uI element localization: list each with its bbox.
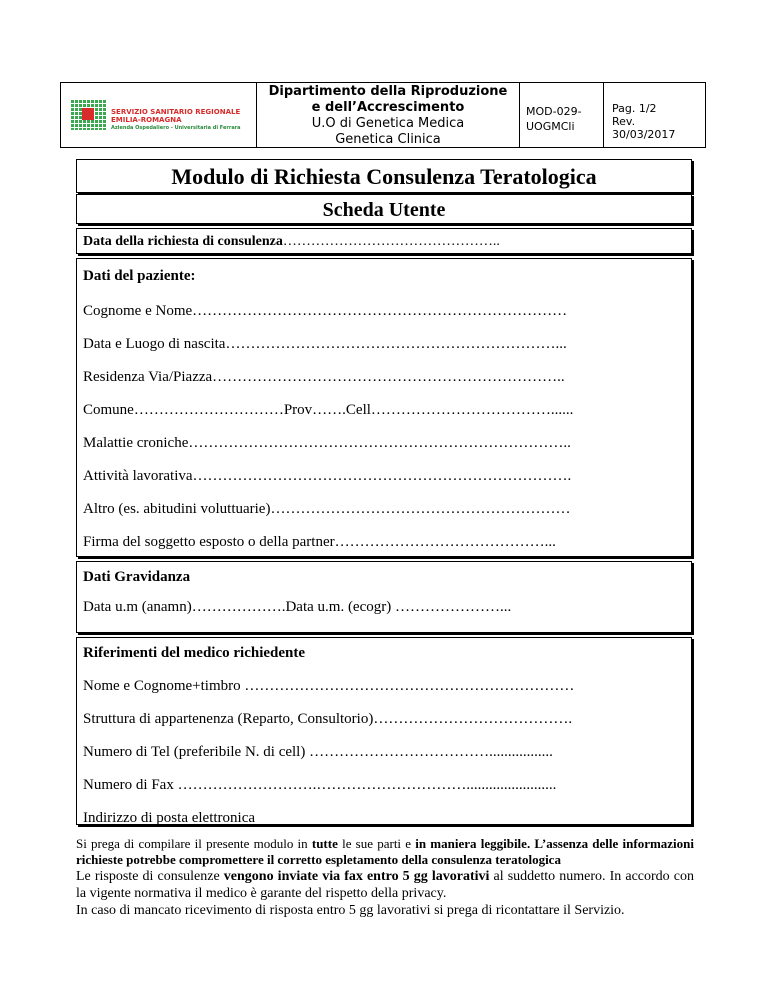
logo-subtext: Azienda Ospedaliero - Universitaria di Ferrara xyxy=(111,125,241,131)
doctor-heading: Riferimenti del medico richiedente xyxy=(83,645,306,661)
department-cell: Dipartimento della Riproduzione e dell’Accrescimento U.O di Genetica Medica Genetica Clinica xyxy=(257,83,520,147)
pregnancy-heading: Dati Gravidanza xyxy=(83,569,191,585)
patient-heading: Dati del paziente: xyxy=(83,268,196,284)
form-title: Modulo di Richiesta Consulenza Teratologica xyxy=(76,159,692,193)
footer-note-1: Si prega di compilare il presente modulo in tutte le sue parti e in maniera leggibile. L’assenza delle informazioni richieste potrebbe compromettere il corretto espletamento della consulenza teratologica xyxy=(76,836,695,867)
document-code: MOD-029- UOGMCli xyxy=(520,83,604,147)
field-malattie-croniche[interactable]: Malattie croniche………………………………………………………………….. xyxy=(83,435,571,451)
field-residenza[interactable]: Residenza Via/Piazza…………………………………………………………….. xyxy=(83,369,565,385)
request-date-dots: ……………………………………….. xyxy=(282,234,500,249)
field-comune-prov-cell[interactable]: Comune…………………………Prov…….Cell………………………………...... xyxy=(83,402,574,418)
logo-cell xyxy=(61,83,257,147)
field-data-luogo-nascita[interactable]: Data e Luogo di nascita…………………………………………………………... xyxy=(83,336,567,352)
doctor-section xyxy=(76,637,692,825)
request-date-field[interactable] xyxy=(76,228,692,254)
page-revision: Pag. 1/2 Rev. 30/03/2017 xyxy=(612,102,676,141)
field-firma[interactable]: Firma del soggetto esposto o della partner……………………………………... xyxy=(83,534,556,550)
field-numero-tel[interactable]: Numero di Tel (preferibile N. di cell) ………………………………................. xyxy=(83,744,553,760)
form-subtitle: Scheda Utente xyxy=(76,194,692,224)
field-altro[interactable]: Altro (es. abitudini voluttuarie)…………………………………………………… xyxy=(83,501,571,517)
footer-note-2: Le risposte di consulenze vengono inviate via fax entro 5 gg lavorativi al suddetto numero. In accordo con la vigente normativa il medico è garante del rispetto della privacy. xyxy=(76,869,694,901)
field-data-um[interactable]: Data u.m (anamn)……………….Data u.m. (ecogr) …………………... xyxy=(83,599,512,615)
request-date-label: Data della richiesta di consulenza xyxy=(83,234,283,249)
field-attivita-lavorativa[interactable]: Attività lavorativa…………………………………………………………………. xyxy=(83,468,572,484)
document-header xyxy=(60,82,706,148)
logo-icon xyxy=(70,100,106,130)
field-email[interactable]: Indirizzo di posta elettronica xyxy=(83,810,256,826)
field-struttura[interactable]: Struttura di appartenenza (Reparto, Consultorio)…………………………………. xyxy=(83,711,573,727)
field-numero-fax[interactable]: Numero di Fax ……………………….…………………………........................ xyxy=(83,777,557,793)
patient-section xyxy=(76,258,692,557)
pregnancy-section xyxy=(76,561,692,633)
field-nome-cognome-timbro[interactable]: Nome e Cognome+timbro ………………………………………………………… xyxy=(83,678,575,694)
logo-text: SERVIZIO SANITARIO REGIONALE EMILIA-ROMAGNA xyxy=(111,108,241,124)
footer-notes xyxy=(76,836,694,919)
footer-note-3: In caso di mancato ricevimento di risposta entro 5 gg lavorativi si prega di ricontattare il Servizio. xyxy=(76,903,625,918)
field-cognome-nome[interactable]: Cognome e Nome………………………………………………………………… xyxy=(83,303,568,319)
